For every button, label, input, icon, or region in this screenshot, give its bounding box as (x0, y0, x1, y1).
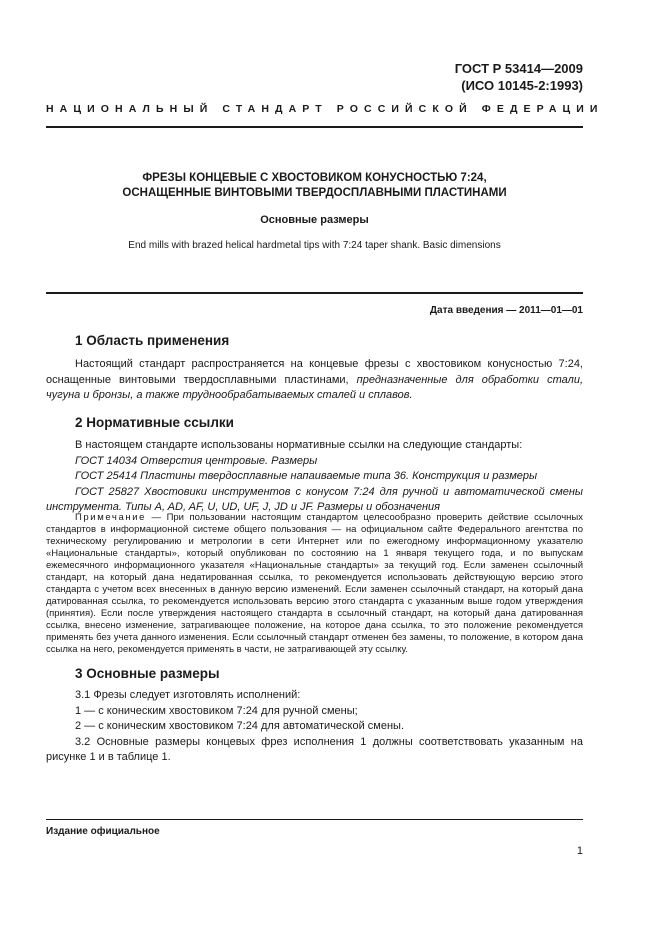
national-standard-banner: НАЦИОНАЛЬНЫЙ СТАНДАРТ РОССИЙСКОЙ ФЕДЕРАЦИИ (46, 103, 604, 115)
section-3-heading: 3 Основные размеры (75, 666, 220, 681)
title-line-1: ФРЕЗЫ КОНЦЕВЫЕ С ХВОСТОВИКОМ КОНУСНОСТЬЮ 7:24, (142, 172, 487, 184)
reference-gost-25827: ГОСТ 25827 Хвостовики инструментов с конусом 7:24 для ручной и автоматической смены инструмента. Типы A, AD, AF, U, UD, UF, J, JD и JF. Размеры и обозначения (46, 485, 583, 513)
official-edition-label: Издание официальное (46, 826, 160, 837)
page-number: 1 (576, 845, 583, 857)
section-1-body (46, 357, 583, 404)
section-1-text-italic: предназначенные для обработки стали, чугуна и бронзы, а также труднообрабатываемых сталей и сплавов. (46, 373, 583, 401)
footer-rule (46, 819, 583, 820)
section-3-p2: 1 — с коническим хвостовиком 7:24 для ручной смены; (75, 704, 358, 717)
section-1-heading: 1 Область применения (75, 333, 230, 348)
note-text: — При пользовании настоящим стандартом целесообразно проверить действие ссылочных стандартов в информационной системе общего пользования — на официальном сайте Федерального агентства по техническому регулированию и метрологии в сети Интернет или по ежегодному информационному указателю «Национальные стандарты», который опубликован по состоянию на 1 января текущего года, и по выпускам ежемесячного информационного указателя «Национальные стандарты» за текущий год. Если заменен ссылочный стандарт, на который дана недатированная ссылка, то рекомендуется использовать действующую версию этого стандарта с учетом всех внесенных в данную версию изменений. Если заменен ссылочный стандарт, на который дана датированная ссылка, то рекомендуется использовать версию этого стандарта с указанным выше годом утверждения (принятия). Если после утверждения настоящего стандарта в ссылочный стандарт, на который дана датированная ссылка, внесено изменение, затрагивающее положение, на которое дана ссылка, то это положение рекомендуется применять без учета данного изменения. Если ссылочный стандарт отменен без замены, то положение, в котором дана ссылка на него, рекомендуется применять в части, не затрагивающей эту ссылку. (46, 512, 583, 655)
section-3-body (46, 688, 583, 766)
section-3-p1: 3.1 Фрезы следует изготовлять исполнений: (75, 689, 301, 701)
title-line-2: ОСНАЩЕННЫЕ ВИНТОВЫМИ ТВЕРДОСПЛАВНЫМИ ПЛАСТИНАМИ (122, 187, 507, 199)
english-title: End mills with brazed helical hardmetal tips with 7:24 taper shank. Basic dimensions (128, 240, 501, 251)
introduction-date: Дата введения — 2011—01—01 (429, 305, 583, 316)
section-1-text: Настоящий стандарт распространяется на концевые фрезы с хвостовиком конусностью 7:24, оснащенные винтовыми твердосплавными пластинами, (46, 358, 583, 386)
header-rule (46, 126, 583, 128)
title-rule (46, 292, 583, 294)
iso-number: (ИСО 10145-2:1993) (461, 78, 583, 93)
section-2-intro: В настоящем стандарте использованы нормативные ссылки на следующие стандарты: (75, 439, 523, 451)
document-title (46, 171, 583, 201)
note-label: Примечание (75, 512, 146, 523)
section-3-p3: 2 — с коническим хвостовиком 7:24 для автоматической смены. (75, 720, 405, 732)
section-3-p4: 3.2 Основные размеры концевых фрез исполнения 1 должны соответствовать указанным на рисунке 1 и в таблице 1. (46, 735, 583, 763)
reference-gost-25414: ГОСТ 25414 Пластины твердосплавные напаиваемые типа 36. Конструкция и размеры (75, 470, 538, 482)
document-subtitle: Основные размеры (260, 214, 369, 226)
reference-gost-14034: ГОСТ 14034 Отверстия центровые. Размеры (75, 454, 318, 467)
section-2-body (46, 438, 583, 516)
gost-number: ГОСТ Р 53414—2009 (454, 61, 583, 76)
section-2-heading: 2 Нормативные ссылки (75, 415, 234, 430)
document-code (455, 60, 583, 94)
note-block (46, 512, 583, 656)
